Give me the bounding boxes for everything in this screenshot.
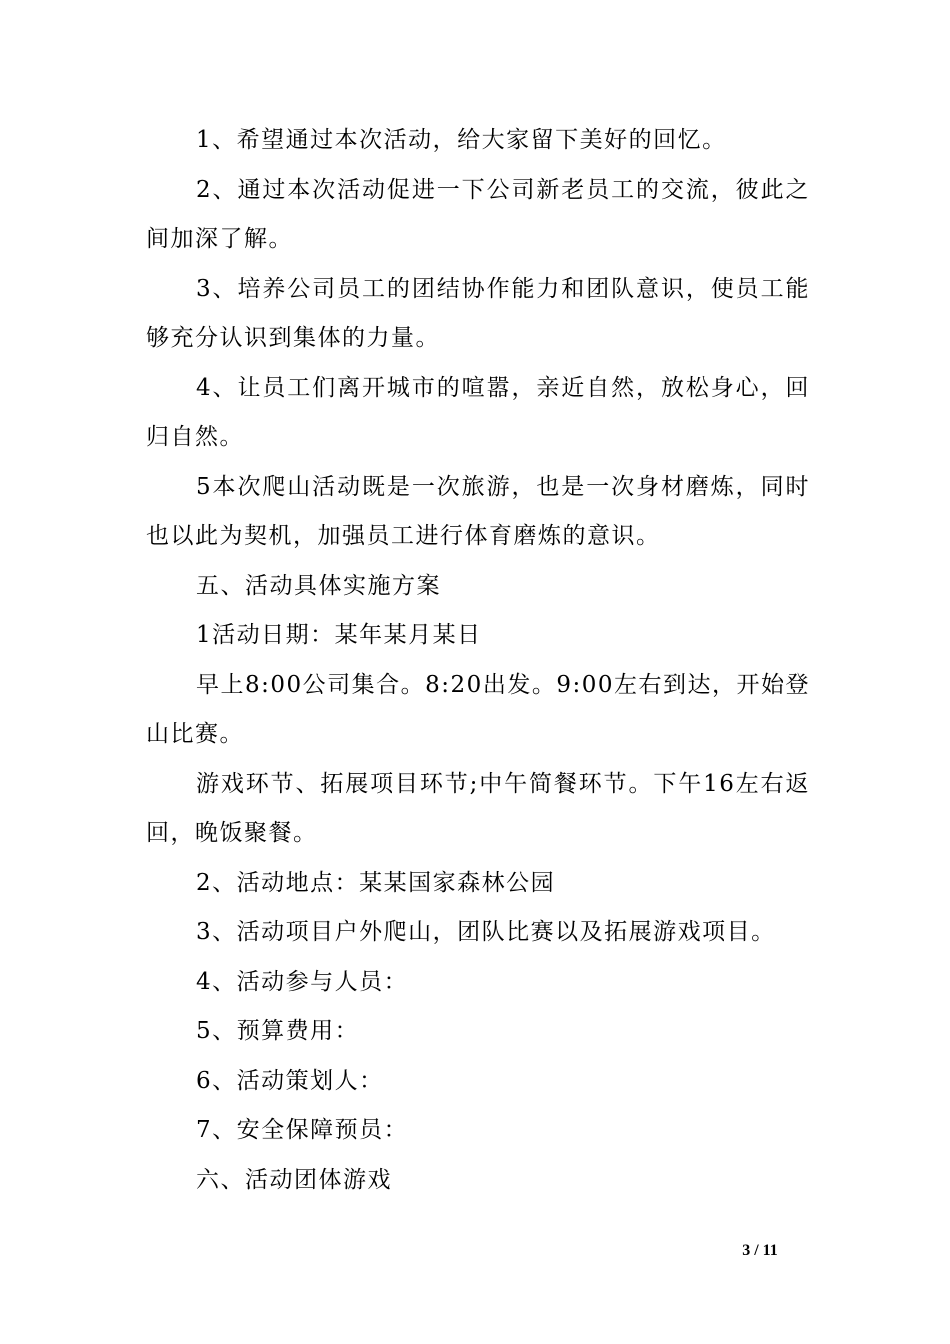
section-heading-group-games: 六、活动团体游戏	[196, 1166, 392, 1193]
paragraph-goal-2: 2、通过本次活动促进一下公司新老员工的交流，彼此之间加深了解。	[146, 176, 810, 252]
paragraph-afternoon-schedule: 游戏环节、拓展项目环节;中午简餐环节。下午16左右返回，晚饭聚餐。	[146, 770, 810, 846]
section-heading-implementation: 五、活动具体实施方案	[196, 572, 441, 599]
paragraph-goal-1: 1、希望通过本次活动，给大家留下美好的回忆。	[196, 127, 727, 153]
paragraph-planner: 6、活动策划人：	[196, 1067, 384, 1094]
paragraph-budget: 5、预算费用：	[196, 1018, 360, 1044]
page-number: 3 / 11	[742, 1242, 778, 1259]
paragraph-goal-3: 3、培养公司员工的团结协作能力和团队意识，使员工能够充分认识到集体的力量。	[146, 275, 810, 351]
paragraph-goal-4: 4、让员工们离开城市的喧嚣，亲近自然，放松身心，回归自然。	[146, 374, 810, 450]
paragraph-activity-date: 1活动日期：某年某月某日	[196, 622, 482, 648]
document-body	[146, 116, 810, 1205]
paragraph-activity-items: 3、活动项目户外爬山，团队比赛以及拓展游戏项目。	[196, 919, 776, 945]
paragraph-activity-location: 2、活动地点：某某国家森林公园	[196, 869, 556, 896]
paragraph-safety: 7、安全保障预员：	[196, 1117, 409, 1143]
paragraph-morning-schedule: 早上8:00公司集合。8:20出发。9:00左右到达，开始登山比赛。	[146, 671, 810, 747]
paragraph-goal-5: 5本次爬山活动既是一次旅游，也是一次身材磨炼，同时也以此为契机，加强员工进行体育磨炼的意识。	[146, 473, 810, 549]
paragraph-participants: 4、活动参与人员：	[196, 968, 409, 995]
